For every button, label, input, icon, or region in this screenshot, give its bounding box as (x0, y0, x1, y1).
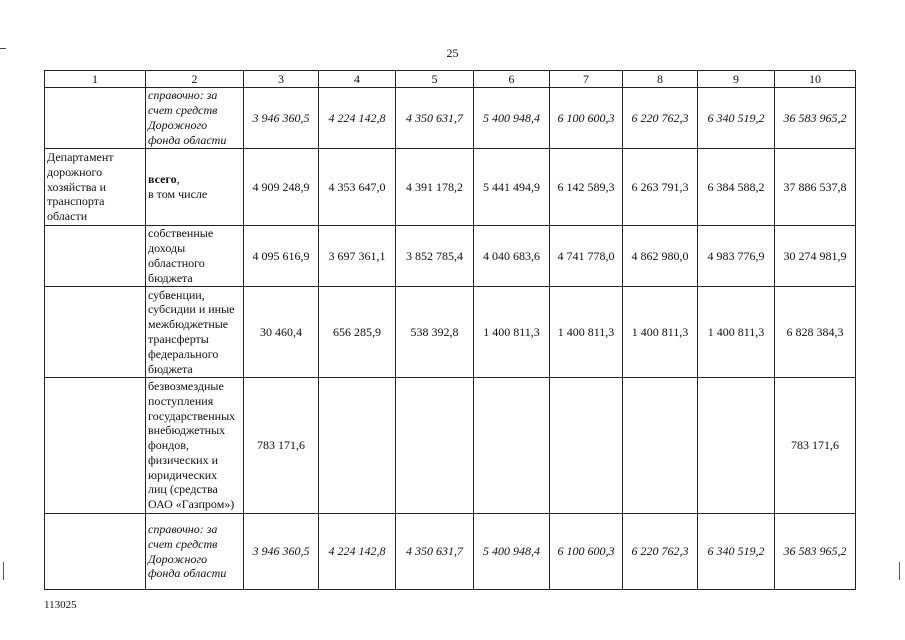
value-cell: 5 400 948,4 (474, 88, 550, 149)
value-cell: 36 583 965,2 (775, 514, 856, 590)
department-cell (45, 514, 146, 590)
right-edge-tick (899, 562, 900, 580)
value-cell: 4 862 980,0 (623, 226, 698, 287)
value-cell: 538 392,8 (396, 287, 474, 378)
table-row (45, 149, 856, 226)
value-cell: 6 100 600,3 (550, 88, 623, 149)
description-cell: субвенции, субсидии и иные межбюджетные трансферты федерального бюджета (146, 287, 244, 378)
value-cell: 36 583 965,2 (775, 88, 856, 149)
value-cell (623, 378, 698, 514)
value-cell: 30 274 981,9 (775, 226, 856, 287)
value-cell: 5 400 948,4 (474, 514, 550, 590)
value-cell: 6 384 588,2 (698, 149, 775, 226)
value-cell: 5 441 494,9 (474, 149, 550, 226)
column-header: 3 (244, 71, 319, 88)
value-cell: 4 224 142,8 (319, 514, 396, 590)
table-row (45, 378, 856, 514)
value-cell: 783 171,6 (244, 378, 319, 514)
page-number: 25 (446, 46, 459, 60)
value-cell: 4 353 647,0 (319, 149, 396, 226)
header-row (45, 71, 856, 88)
value-cell: 3 852 785,4 (396, 226, 474, 287)
value-cell: 3 946 360,5 (244, 88, 319, 149)
table-row (45, 514, 856, 590)
value-cell: 6 828 384,3 (775, 287, 856, 378)
description-cell: собственные доходы областного бюджета (146, 226, 244, 287)
column-header: 1 (45, 71, 146, 88)
value-cell: 6 340 519,2 (698, 88, 775, 149)
value-cell (550, 378, 623, 514)
department-cell (45, 226, 146, 287)
value-cell: 4 391 178,2 (396, 149, 474, 226)
total-label: всего (148, 172, 177, 187)
value-cell (319, 378, 396, 514)
value-cell (698, 378, 775, 514)
value-cell: 37 886 537,8 (775, 149, 856, 226)
column-header: 9 (698, 71, 775, 88)
value-cell: 656 285,9 (319, 287, 396, 378)
department-cell (45, 287, 146, 378)
value-cell (474, 378, 550, 514)
value-cell: 1 400 811,3 (550, 287, 623, 378)
value-cell: 1 400 811,3 (698, 287, 775, 378)
description-cell: справочно: за счет средств Дорожного фонда области (146, 514, 244, 590)
column-header: 8 (623, 71, 698, 88)
description-cell: всего, в том числе (146, 149, 244, 226)
value-cell: 4 741 778,0 (550, 226, 623, 287)
value-cell: 4 224 142,8 (319, 88, 396, 149)
table-row (45, 226, 856, 287)
department-cell: Департамент дорожного хозяйства и транспорта области (45, 149, 146, 226)
document-code: 113025 (44, 599, 77, 611)
value-cell (396, 378, 474, 514)
value-cell: 30 460,4 (244, 287, 319, 378)
table-row (45, 287, 856, 378)
value-cell: 6 142 589,3 (550, 149, 623, 226)
column-header: 7 (550, 71, 623, 88)
value-cell: 6 100 600,3 (550, 514, 623, 590)
value-cell: 783 171,6 (775, 378, 856, 514)
column-header: 5 (396, 71, 474, 88)
column-header: 6 (474, 71, 550, 88)
column-header: 10 (775, 71, 856, 88)
column-header: 4 (319, 71, 396, 88)
value-cell: 6 220 762,3 (623, 514, 698, 590)
budget-table (44, 70, 856, 590)
description-cell: справочно: за счет средств Дорожного фонда области (146, 88, 244, 149)
value-cell: 1 400 811,3 (474, 287, 550, 378)
column-header: 2 (146, 71, 244, 88)
value-cell: 4 350 631,7 (396, 88, 474, 149)
value-cell: 4 095 616,9 (244, 226, 319, 287)
left-edge-tick (3, 562, 4, 580)
value-cell: 6 263 791,3 (623, 149, 698, 226)
value-cell: 4 350 631,7 (396, 514, 474, 590)
department-cell (45, 378, 146, 514)
description-cell: безвозмездные поступления государственных внебюджетных фондов, физических и юридических лиц (средства ОАО «Газпром») (146, 378, 244, 514)
value-cell: 3 697 361,1 (319, 226, 396, 287)
value-cell: 4 040 683,6 (474, 226, 550, 287)
value-cell: 4 909 248,9 (244, 149, 319, 226)
value-cell: 1 400 811,3 (623, 287, 698, 378)
department-cell (45, 88, 146, 149)
value-cell: 6 220 762,3 (623, 88, 698, 149)
value-cell: 6 340 519,2 (698, 514, 775, 590)
value-cell: 4 983 776,9 (698, 226, 775, 287)
table-row (45, 88, 856, 149)
value-cell: 3 946 360,5 (244, 514, 319, 590)
